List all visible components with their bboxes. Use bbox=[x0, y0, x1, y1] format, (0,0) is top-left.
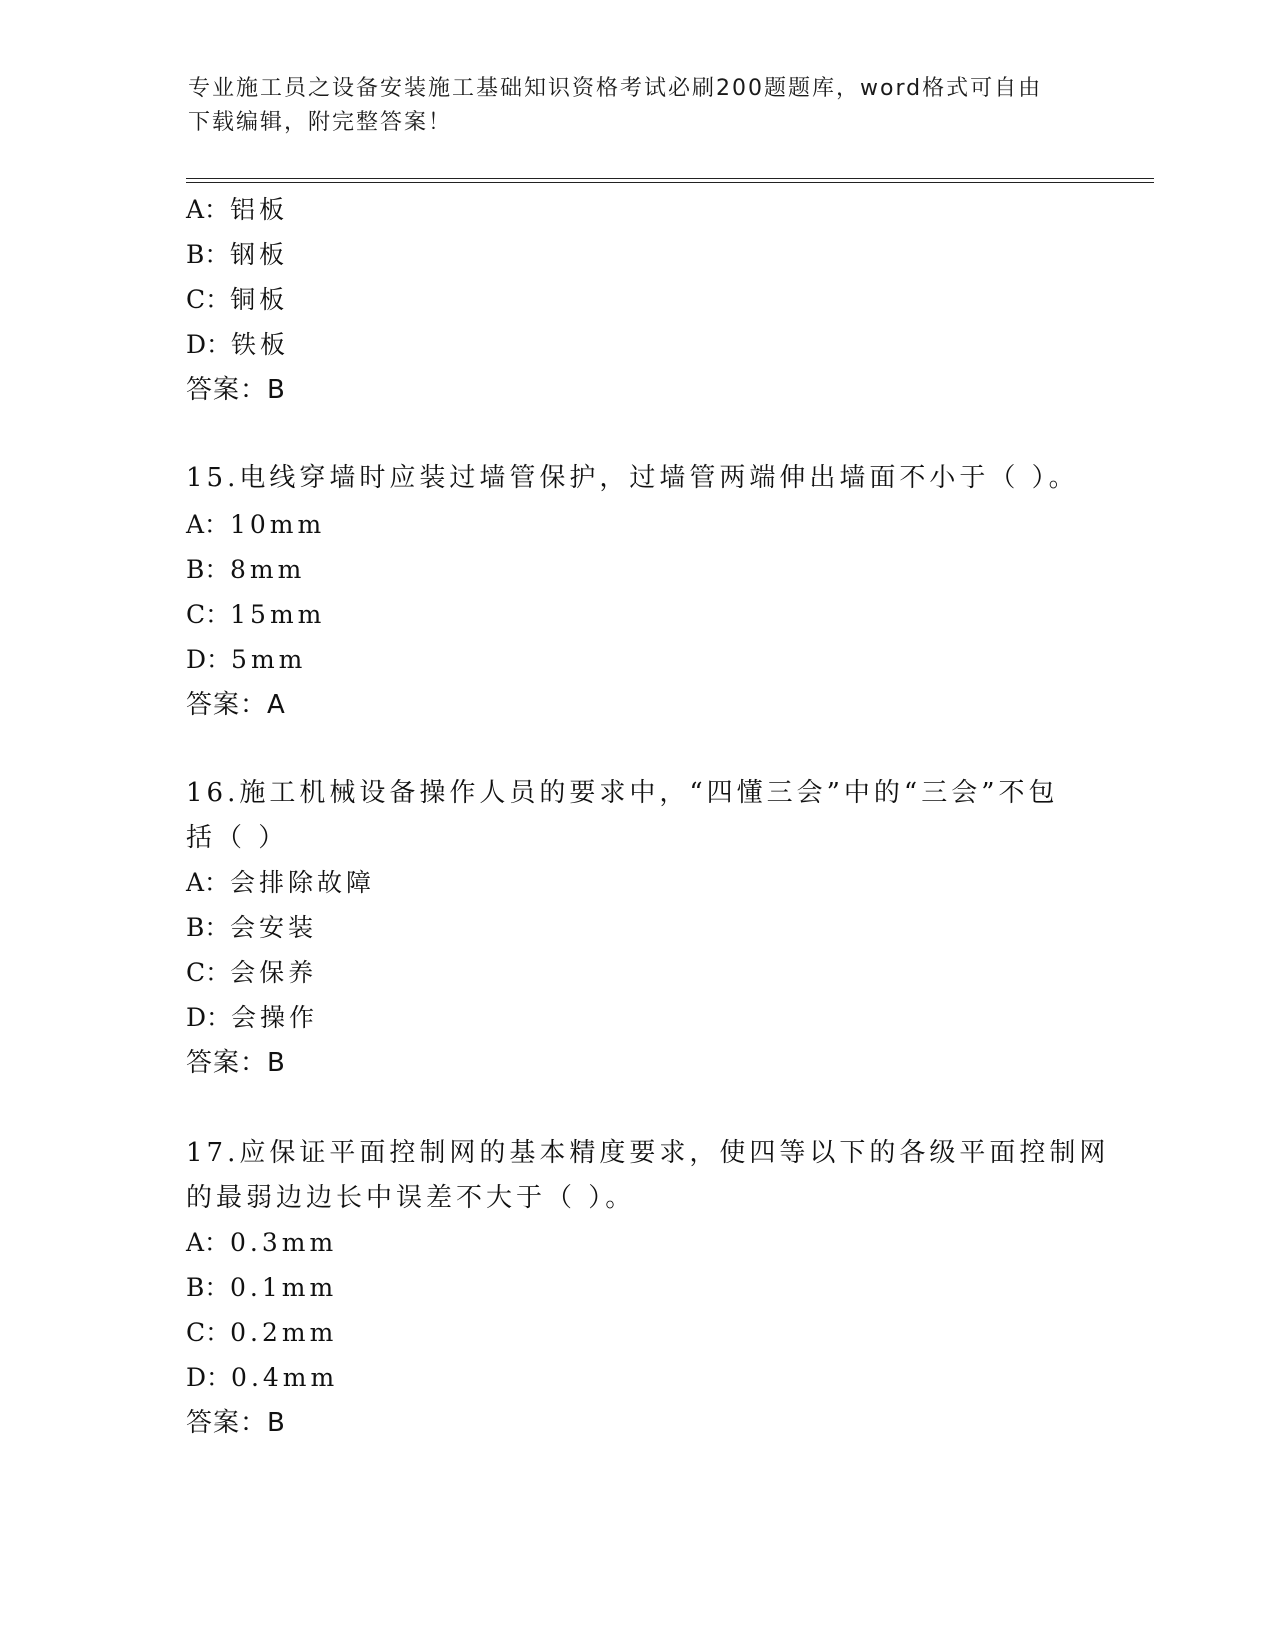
option-c: C：0.2mm bbox=[186, 1318, 338, 1347]
answer-16: 答案：B bbox=[186, 1048, 286, 1078]
answer-17: 答案：B bbox=[186, 1408, 286, 1438]
header-line-2: 下载编辑，附完整答案！ bbox=[188, 110, 453, 135]
option-d: D：会操作 bbox=[186, 1003, 319, 1032]
answer-14: 答案：B bbox=[186, 375, 286, 405]
option-b: B：8mm bbox=[186, 555, 306, 584]
option-a: A：0.3mm bbox=[186, 1228, 338, 1257]
option-b: B：钢板 bbox=[186, 240, 289, 269]
header-divider-top bbox=[186, 178, 1154, 179]
option-a: A：会排除故障 bbox=[186, 868, 376, 897]
question-16-text-line-1: 16.施工机械设备操作人员的要求中，“四懂三会”中的“三会”不包 bbox=[186, 778, 1059, 808]
option-b: B：0.1mm bbox=[186, 1273, 338, 1302]
option-d: D：0.4mm bbox=[186, 1363, 339, 1392]
option-c: C：15mm bbox=[186, 600, 326, 629]
document-header bbox=[188, 72, 1078, 140]
option-c: C：铜板 bbox=[186, 285, 289, 314]
option-a: A：铝板 bbox=[186, 195, 289, 224]
question-17-text-line-1: 17.应保证平面控制网的基本精度要求，使四等以下的各级平面控制网 bbox=[186, 1138, 1110, 1168]
question-16-text-line-2: 括（ ） bbox=[186, 823, 289, 853]
question-15-text: 15.电线穿墙时应装过墙管保护，过墙管两端伸出墙面不小于（ ）。 bbox=[186, 463, 1079, 493]
option-d: D：铁板 bbox=[186, 330, 290, 359]
option-a: A：10mm bbox=[186, 510, 326, 539]
option-d: D：5mm bbox=[186, 645, 307, 674]
header-line-1: 专业施工员之设备安装施工基础知识资格考试必刷200题题库，word格式可自由 bbox=[188, 76, 1043, 101]
option-c: C：会保养 bbox=[186, 958, 318, 987]
question-17-text-line-2: 的最弱边边长中误差不大于（ ）。 bbox=[186, 1183, 636, 1213]
option-b: B：会安装 bbox=[186, 913, 318, 942]
header-divider-bottom bbox=[186, 182, 1154, 183]
answer-15: 答案：A bbox=[186, 690, 286, 720]
